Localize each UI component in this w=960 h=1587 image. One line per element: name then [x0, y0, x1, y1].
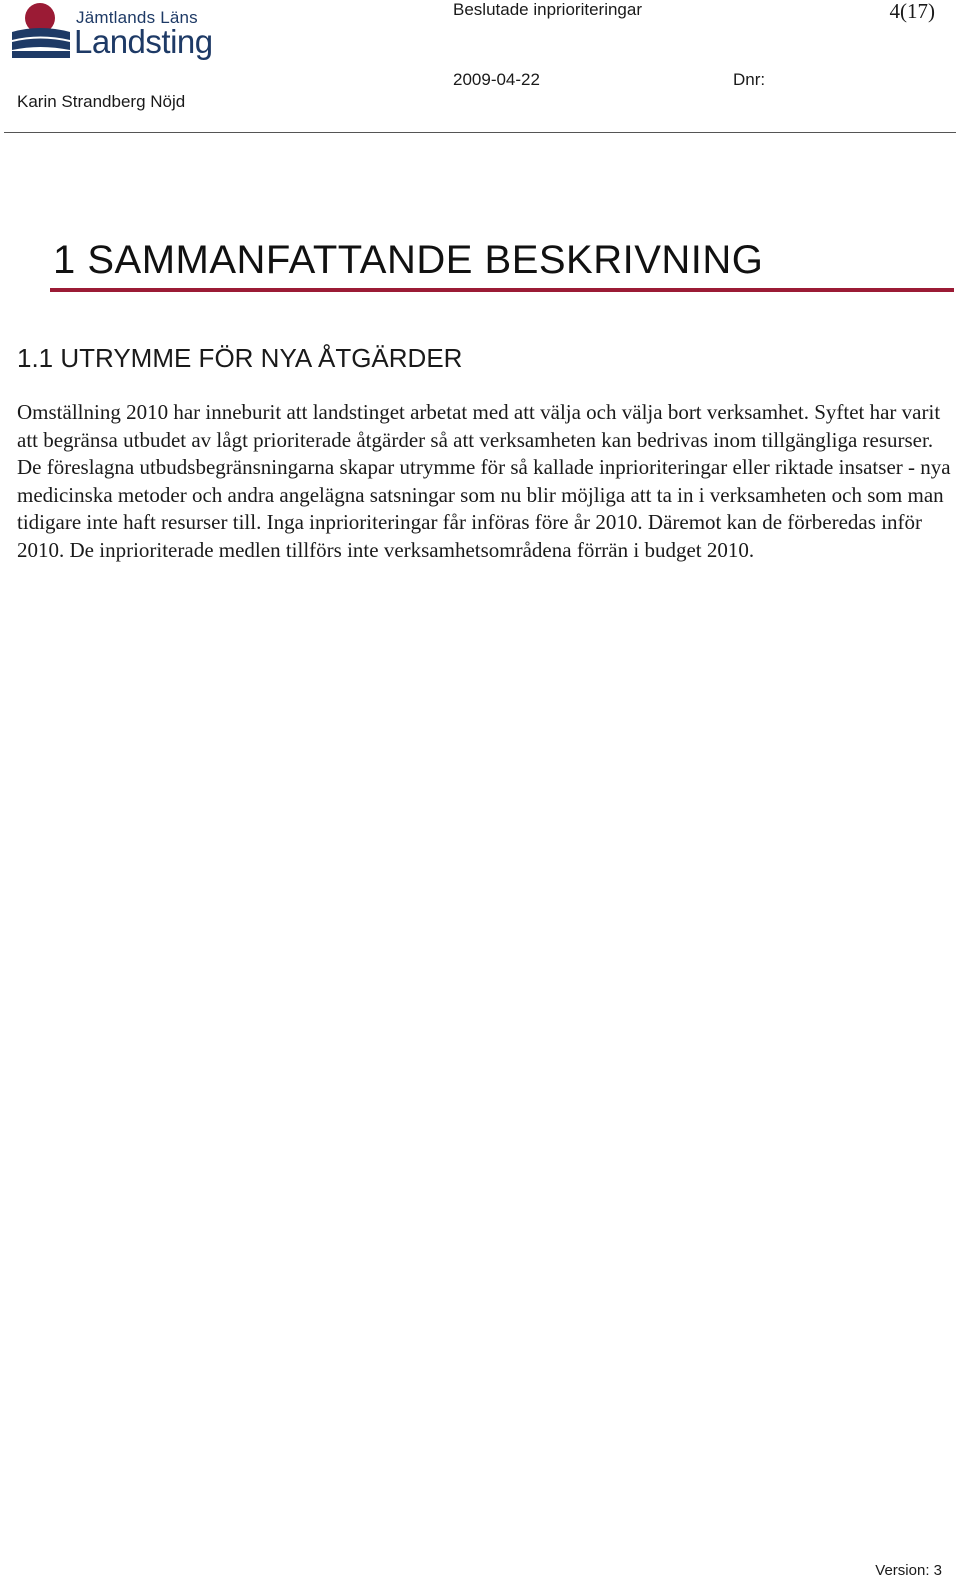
section-heading-rule	[50, 288, 954, 292]
logo-text-line2: Landsting	[74, 23, 213, 60]
subsection-heading: 1.1 UTRYMME FÖR NYA ÅTGÄRDER	[17, 343, 463, 373]
body-paragraph: Omställning 2010 har inneburit att landstinget arbetat med att välja och välja bort verksamhet. Syftet har varit att begränsa utbudet av lågt prioriterade åtgärder så att verksamheten kan bedrivas inom tillgängliga resurser. De föreslagna utbudsbegränsningarna skapar utrymme för så kallade inprioriteringar eller riktade insatser - nya medicinska metoder och andra angelägna satsningar som nu blir möjliga att ta in i verksamheten och som man tidigare inte haft resurser till. Inga inprioriteringar får införas före år 2010. Däremot kan de förberedas inför 2010. De inprioriterade medlen tillförs inte verksamhetsområdena förrän i budget 2010.	[17, 400, 951, 562]
dnr-label: Dnr:	[733, 70, 766, 89]
section-heading: 1 SAMMANFATTANDE BESKRIVNING	[53, 238, 764, 282]
author-name: Karin Strandberg Nöjd	[17, 92, 186, 111]
version-label: Version: 3	[875, 1562, 942, 1579]
document-title: Beslutade inprioriteringar	[453, 0, 642, 19]
logo-text-line1: Jämtlands Läns	[76, 8, 198, 27]
header-divider	[4, 132, 956, 133]
organization-logo	[10, 2, 215, 62]
landsting-emblem-icon	[10, 2, 72, 62]
page-number: 4(17)	[889, 0, 935, 23]
document-date: 2009-04-22	[453, 70, 540, 89]
